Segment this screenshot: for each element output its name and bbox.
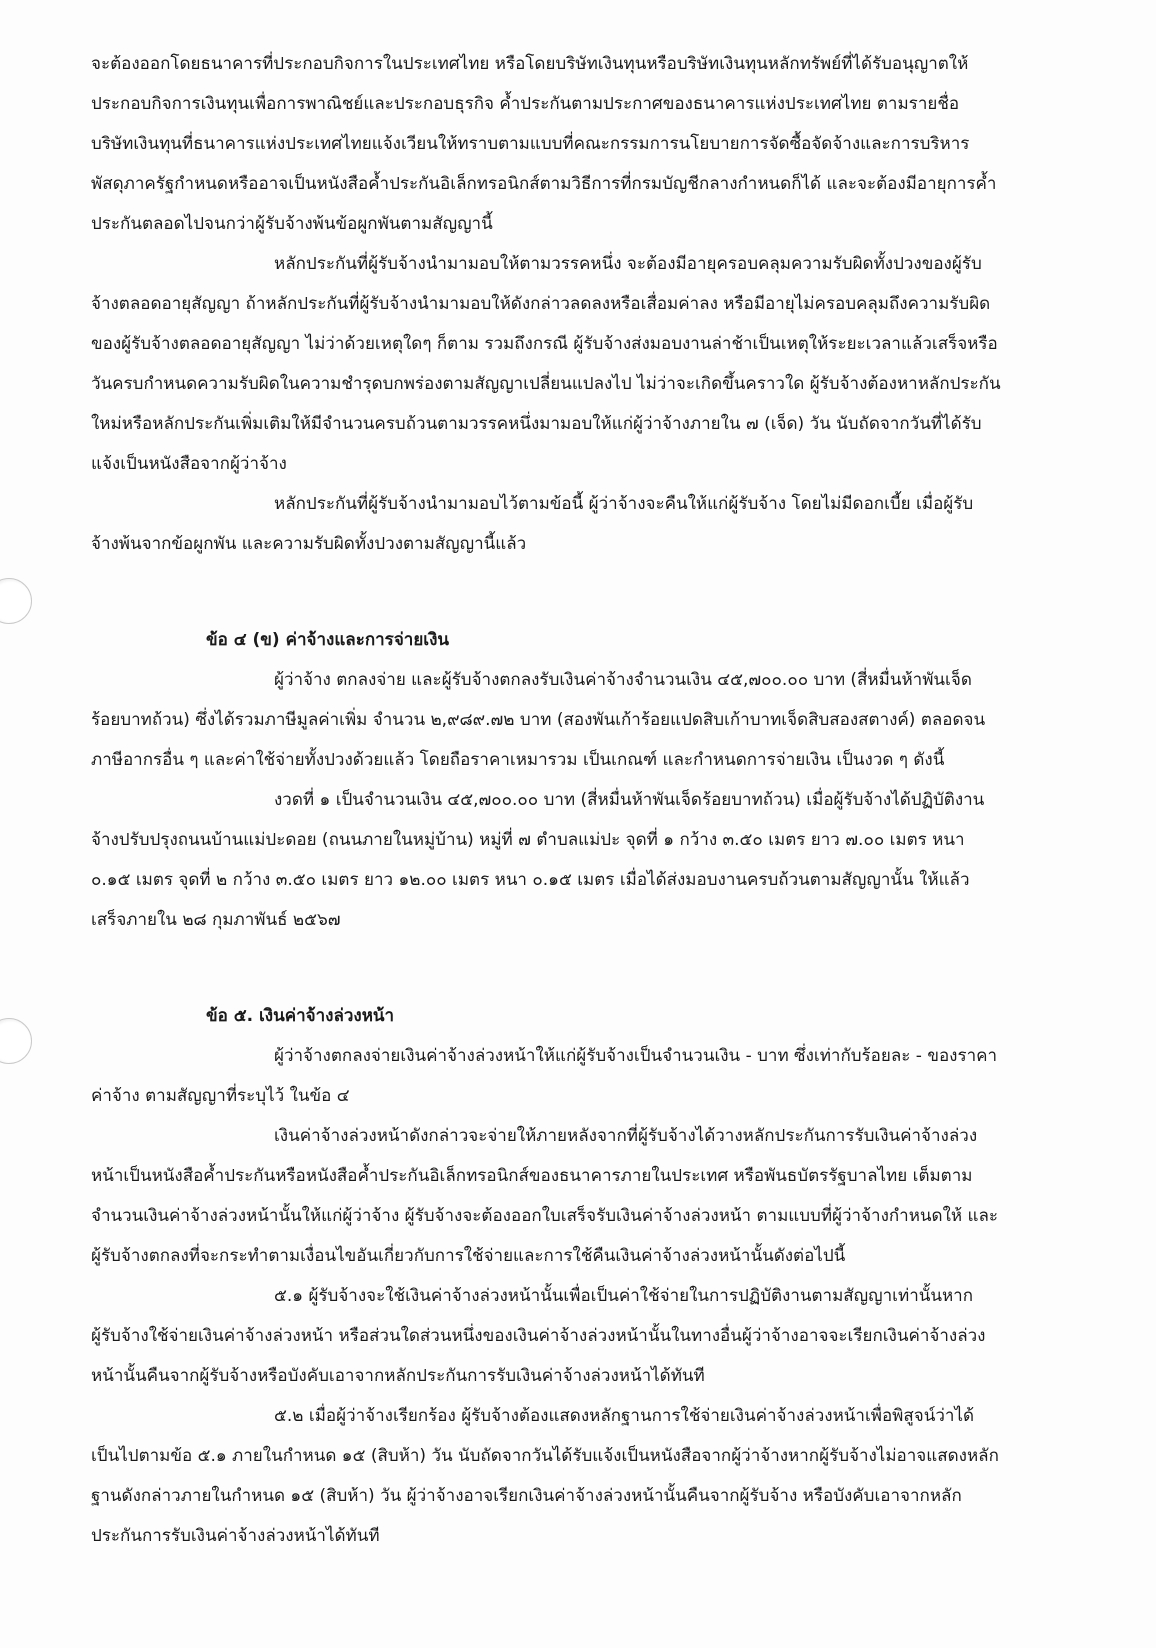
text-line: ประกอบกิจการเงินทุนเพื่อการพาณิชย์และประกอบธุรกิจ ค้ำประกันตามประกาศของธนาคารแห่งประเทศไทย ตามรายชื่อ — [91, 94, 960, 114]
text-line: หน้าเป็นหนังสือค้ำประกันหรือหนังสือค้ำประกันอิเล็กทรอนิกส์ของธนาคารภายในประเทศ หรือพันธบัตรรัฐบาลไทย เต็มตาม — [91, 1166, 973, 1186]
text-line: บริษัทเงินทุนที่ธนาคารแห่งประเทศไทยแจ้งเวียนให้ทราบตามแบบที่คณะกรรมการนโยบายการจัดซื้อจัดจ้างและการบริหาร — [91, 134, 970, 154]
text-line: ร้อยบาทถ้วน) ซึ่งได้รวมภาษีมูลค่าเพิ่ม จำนวน ๒,๙๘๙.๗๒ บาท (สองพันเก้าร้อยแปดสิบเก้าบาทเจ็ดสิบสองสตางค์) ตลอดจน — [91, 710, 986, 730]
section-payment — [91, 620, 1069, 940]
punch-hole — [0, 578, 32, 624]
text-line: ภาษีอากรอื่น ๆ และค่าใช้จ่ายทั้งปวงด้วยแล้ว โดยถือราคาเหมารวม เป็นเกณฑ์ และกำหนดการจ่ายเงิน เป็นงวด ๆ ดังนี้ — [91, 750, 945, 770]
text-line: ประกันการรับเงินค่าจ้างล่วงหน้าได้ทันที — [91, 1526, 380, 1546]
section-advance-payment — [91, 996, 1069, 1556]
text-line: พัสดุภาครัฐกำหนดหรืออาจเป็นหนังสือค้ำประกันอิเล็กทรอนิกส์ตามวิธีการที่กรมบัญชีกลางกำหนดก็ได้ และจะต้องมีอายุการค้ำ — [91, 174, 997, 194]
text-line: ผู้ว่าจ้างตกลงจ่ายเงินค่าจ้างล่วงหน้าให้แก่ผู้รับจ้างเป็นจำนวนเงิน - บาท ซึ่งเท่ากับร้อยละ - ของราคา — [274, 1046, 998, 1066]
text-line: วันครบกำหนดความรับผิดในความชำรุดบกพร่องตามสัญญาเปลี่ยนแปลงไป ไม่ว่าจะเกิดขึ้นคราวใด ผู้รับจ้างต้องหาหลักประกัน — [91, 374, 1001, 394]
text-line: ๐.๑๕ เมตร จุดที่ ๒ กว้าง ๓.๕๐ เมตร ยาว ๑๒.๐๐ เมตร หนา ๐.๑๕ เมตร เมื่อได้ส่งมอบงานครบถ้วนตามสัญญานั้น ให้แล้ว — [91, 870, 970, 890]
text-line: ฐานดังกล่าวภายในกำหนด ๑๕ (สิบห้า) วัน ผู้ว่าจ้างอาจเรียกเงินค่าจ้างล่วงหน้านั้นคืนจากผู้รับจ้าง หรือบังคับเอาจากหลัก — [91, 1486, 962, 1506]
punch-hole — [0, 1018, 32, 1064]
text-line: ผู้ว่าจ้าง ตกลงจ่าย และผู้รับจ้างตกลงรับเงินค่าจ้างจำนวนเงิน ๔๕,๗๐๐.๐๐ บาท (สี่หมื่นห้าพันเจ็ด — [274, 670, 972, 690]
text-line: ของผู้รับจ้างตลอดอายุสัญญา ไม่ว่าด้วยเหตุใดๆ ก็ตาม รวมถึงกรณี ผู้รับจ้างส่งมอบงานล่าช้าเป็นเหตุให้ระยะเวลาแล้วเสร็จหรือ — [91, 334, 998, 354]
text-line: จำนวนเงินค่าจ้างล่วงหน้านั้นให้แก่ผู้ว่าจ้าง ผู้รับจ้างจะต้องออกใบเสร็จรับเงินค่าจ้างล่วงหน้า ตามแบบที่ผู้ว่าจ้างกำหนดให้ และ — [91, 1206, 999, 1226]
text-line: ๕.๑ ผู้รับจ้างจะใช้เงินค่าจ้างล่วงหน้านั้นเพื่อเป็นค่าใช้จ่ายในการปฏิบัติงานตามสัญญาเท่านั้นหาก — [274, 1286, 974, 1306]
text-line: แจ้งเป็นหนังสือจากผู้ว่าจ้าง — [91, 454, 287, 474]
text-line: จ้างพ้นจากข้อผูกพัน และความรับผิดทั้งปวงตามสัญญานี้แล้ว — [91, 534, 527, 554]
text-line: หน้านั้นคืนจากผู้รับจ้างหรือบังคับเอาจากหลักประกันการรับเงินค่าจ้างล่วงหน้าได้ทันที — [91, 1366, 705, 1386]
text-line: ผู้รับจ้างใช้จ่ายเงินค่าจ้างล่วงหน้า หรือส่วนใดส่วนหนึ่งของเงินค่าจ้างล่วงหน้านั้นในทางอื่นผู้ว่าจ้างอาจจะเรียกเงินค่าจ้างล่วง — [91, 1326, 986, 1346]
section-heading: ข้อ ๕. เงินค่าจ้างล่วงหน้า — [206, 1006, 395, 1026]
text-line: ใหม่หรือหลักประกันเพิ่มเติมให้มีจำนวนครบถ้วนตามวรรคหนึ่งมามอบให้แก่ผู้ว่าจ้างภายใน ๗ (เจ็ด) วัน นับถัดจากวันที่ได้รับ — [91, 414, 982, 434]
text-line: ผู้รับจ้างตกลงที่จะกระทำตามเงื่อนไขอันเกี่ยวกับการใช้จ่ายและการใช้คืนเงินค่าจ้างล่วงหน้านั้นดังต่อไปนี้ — [91, 1246, 846, 1266]
text-line: จ้างปรับปรุงถนนบ้านแม่ปะดอย (ถนนภายในหมู่บ้าน) หมู่ที่ ๗ ตำบลแม่ปะ จุดที่ ๑ กว้าง ๓.๕๐ เมตร ยาว ๗.๐๐ เมตร หนา — [91, 830, 965, 850]
document-body — [91, 44, 1069, 1556]
installment-line: งวดที่ ๑ เป็นจำนวนเงิน ๔๕,๗๐๐.๐๐ บาท (สี่หมื่นห้าพันเจ็ดร้อยบาทถ้วน) เมื่อผู้รับจ้างได้ปฏิบัติงาน — [274, 790, 985, 810]
text-line: หลักประกันที่ผู้รับจ้างนำมามอบไว้ตามข้อนี้ ผู้ว่าจ้างจะคืนให้แก่ผู้รับจ้าง โดยไม่มีดอกเบี้ย เมื่อผู้รับ — [274, 494, 974, 514]
text-line: เสร็จภายใน ๒๘ กุมภาพันธ์ ๒๕๖๗ — [91, 910, 341, 930]
text-line: ประกันตลอดไปจนกว่าผู้รับจ้างพ้นข้อผูกพันตามสัญญานี้ — [91, 214, 493, 234]
text-line: จะต้องออกโดยธนาคารที่ประกอบกิจการในประเทศไทย หรือโดยบริษัทเงินทุนหรือบริษัทเงินทุนหลักทรัพย์ที่ได้รับอนุญาตให้ — [91, 54, 969, 74]
text-line: เป็นไปตามข้อ ๕.๑ ภายในกำหนด ๑๕ (สิบห้า) วัน นับถัดจากวันได้รับแจ้งเป็นหนังสือจากผู้ว่าจ้างหากผู้รับจ้างไม่อาจแสดงหลัก — [91, 1446, 999, 1466]
paragraph-guarantee-return — [91, 484, 1069, 564]
text-line: จ้างตลอดอายุสัญญา ถ้าหลักประกันที่ผู้รับจ้างนำมามอบให้ดังกล่าวลดลงหรือเสื่อมค่าลง หรือมีอายุไม่ครอบคลุมถึงความรับผิด — [91, 294, 991, 314]
text-line: ๕.๒ เมื่อผู้ว่าจ้างเรียกร้อง ผู้รับจ้างต้องแสดงหลักฐานการใช้จ่ายเงินค่าจ้างล่วงหน้าเพื่อพิสูจน์ว่าได้ — [274, 1406, 975, 1426]
text-line: ค่าจ้าง ตามสัญญาที่ระบุไว้ ในข้อ ๔ — [91, 1086, 350, 1106]
section-heading: ข้อ ๔ (ข) ค่าจ้างและการจ่ายเงิน — [206, 630, 450, 650]
paragraph-guarantee-issuer — [91, 44, 1069, 244]
paragraph-guarantee-coverage — [91, 244, 1069, 484]
text-line: หลักประกันที่ผู้รับจ้างนำมามอบให้ตามวรรคหนึ่ง จะต้องมีอายุครอบคลุมความรับผิดทั้งปวงของผู้รับ — [274, 254, 982, 274]
text-line: เงินค่าจ้างล่วงหน้าดังกล่าวจะจ่ายให้ภายหลังจากที่ผู้รับจ้างได้วางหลักประกันการรับเงินค่าจ้างล่วง — [274, 1126, 978, 1146]
